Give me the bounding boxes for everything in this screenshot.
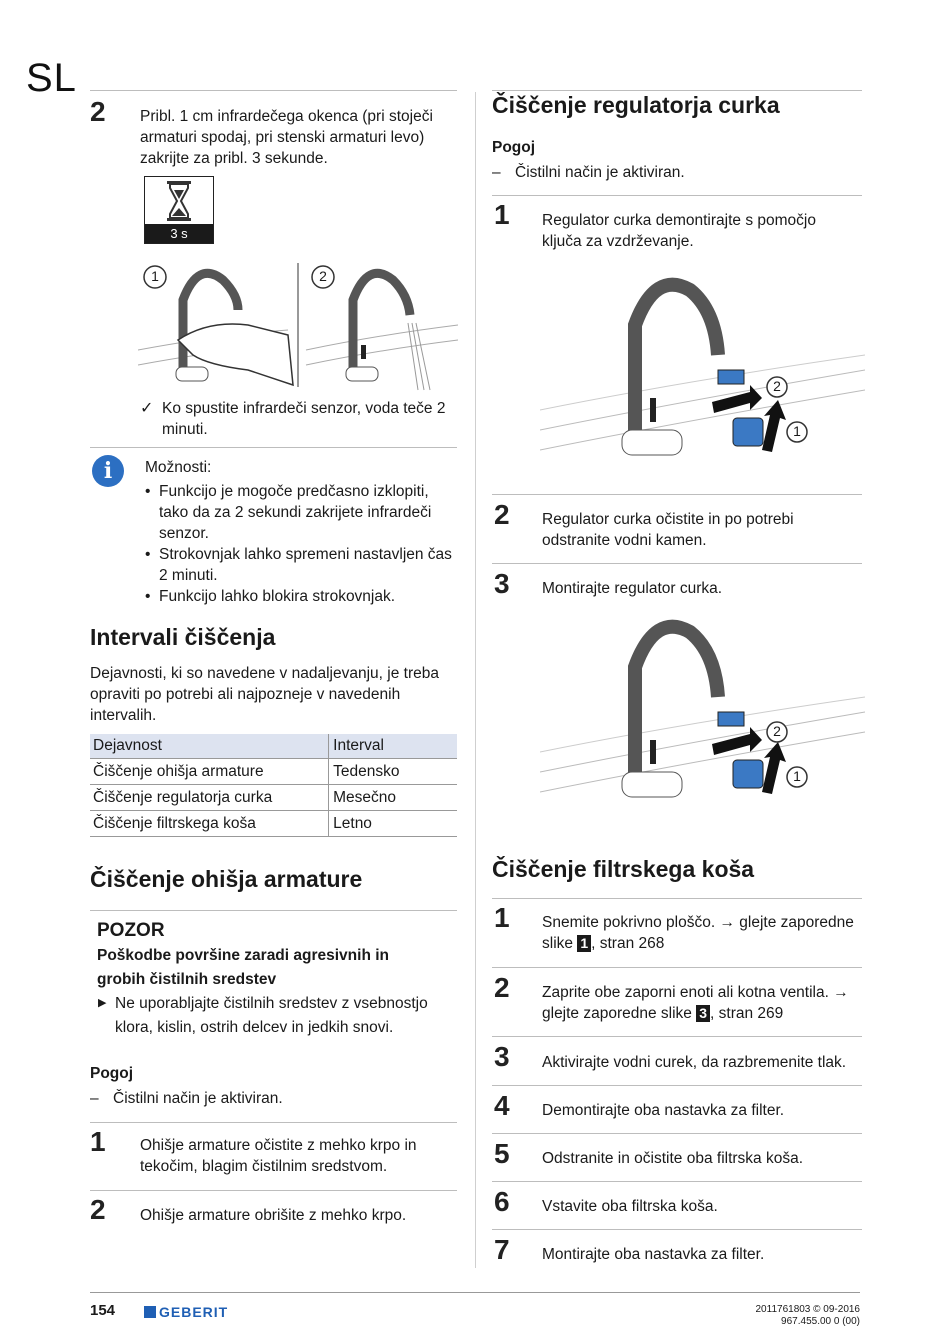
divider (90, 1190, 457, 1191)
divider (492, 195, 862, 196)
figure-ref-badge[interactable]: 3 (696, 1005, 710, 1022)
divider (492, 563, 862, 564)
condition-label: Pogoj (492, 139, 536, 156)
divider (90, 910, 457, 911)
step-number: 1 (494, 199, 510, 230)
brand-logo: GEBERIT (144, 1304, 228, 1320)
step-text: Montirajte regulator curka. (542, 580, 723, 597)
faucet-sensor-illustration (138, 255, 458, 395)
list-item: • Strokovnjak lahko spremeni nastavljen čas 2 minuti. (145, 544, 455, 586)
page-number: 154 (90, 1302, 116, 1319)
step-number: 2 (494, 499, 510, 530)
warning-title: POZOR (97, 920, 165, 941)
table-cell: Čiščenje filtrskega koša (90, 811, 329, 837)
section-heading: Čiščenje regulatorja curka (492, 92, 780, 118)
doc-code: 2011761803 © 09-2016 (755, 1304, 860, 1315)
step-text: Vstavite oba filtrska koša. (542, 1198, 718, 1215)
warning-subtitle: Poškodbe površine zaradi agresivnih in grobih čistilnih sredstev (97, 947, 390, 988)
divider (492, 1133, 862, 1134)
doc-code: 967.455.00 0 (00) (781, 1316, 860, 1327)
list-item: • Funkcijo je mogoče predčasno izklopiti, tako da za 2 sekundi zakrijete infrardeči senzor. (145, 481, 455, 544)
dash-marker: – (492, 164, 501, 181)
callout-1: 1 (151, 268, 159, 284)
callout-2: 2 (773, 723, 781, 739)
step-number: 2 (90, 1194, 106, 1225)
step-number: 6 (494, 1186, 510, 1217)
step-text: Odstranite in očistite oba filtrska koša. (542, 1150, 804, 1167)
table-row (90, 811, 457, 837)
column-header: Dejavnost (90, 734, 329, 759)
table-header-row (90, 734, 457, 759)
list-item: • Funkcijo lahko blokira strokovnjak. (145, 586, 455, 607)
footer-divider (90, 1292, 860, 1293)
section-heading: Čiščenje filtrskega koša (492, 856, 755, 882)
step-text: Zaprite obe zaporni enoti ali kotna ventila. → glejte zaporedne slike 3 , stran 269 (542, 984, 849, 1022)
warning-box (90, 912, 457, 1044)
step-number: 1 (90, 1126, 106, 1157)
triangle-right-icon: ▶ (98, 997, 107, 1009)
step-text: Montirajte oba nastavka za filter. (542, 1246, 765, 1263)
table-row (90, 785, 457, 811)
language-code: SL (26, 56, 77, 100)
divider (492, 967, 862, 968)
step-number: 3 (494, 1041, 510, 1072)
dash-marker: – (90, 1090, 99, 1107)
aerator-mount-illustration (540, 612, 865, 812)
info-title: Možnosti: (145, 459, 212, 476)
condition-label: Pogoj (90, 1065, 134, 1082)
table-cell: Tedensko (329, 759, 457, 785)
step-number: 1 (494, 902, 510, 933)
table-cell: Mesečno (329, 785, 457, 811)
step-number: 7 (494, 1234, 510, 1265)
divider (90, 1122, 457, 1123)
step-text: Demontirajte oba nastavka za filter. (542, 1102, 785, 1119)
step-number: 2 (90, 96, 106, 127)
column-divider (475, 92, 476, 1268)
step-text: Aktivirajte vodni curek, da razbremenite tlak. (542, 1054, 847, 1071)
timer-label: 3 s (145, 224, 213, 243)
condition-text: Čistilni način je aktiviran. (113, 1090, 283, 1107)
divider (90, 447, 457, 448)
step-number: 5 (494, 1138, 510, 1169)
divider (492, 1036, 862, 1037)
step-text: Pribl. 1 cm infrardečega okenca (pri stoječi armaturi spodaj, pri stenski armaturi levo) zakrijte za pribl. 3 sekunde. (140, 108, 433, 167)
condition-text: Čistilni način je aktiviran. (515, 164, 685, 181)
divider (492, 1229, 862, 1230)
divider (492, 898, 862, 899)
divider (492, 494, 862, 495)
step-number: 2 (494, 972, 510, 1003)
info-icon: i (92, 455, 124, 487)
column-header: Interval (329, 734, 457, 759)
warning-item: Ne uporabljajte čistilnih sredstev z vsebnostjo klora, kislin, ostrih delcev in jedkih snovi. (115, 995, 428, 1036)
callout-2: 2 (773, 378, 781, 394)
step-text: Ohišje armature očistite z mehko krpo in tekočim, blagim čistilnim sredstvom. (140, 1137, 417, 1175)
table-cell: Čiščenje regulatorja curka (90, 785, 329, 811)
table-row (90, 759, 457, 785)
step-text: Snemite pokrivno ploščo. → glejte zaporedne slike 1 , stran 268 (542, 914, 854, 952)
table-cell: Letno (329, 811, 457, 837)
result-text: Ko spustite infrardeči senzor, voda teče 2 minuti. (162, 400, 446, 438)
callout-2: 2 (319, 268, 327, 284)
divider (492, 1085, 862, 1086)
logo-square-icon (144, 1306, 156, 1318)
figure-ref-badge[interactable]: 1 (577, 935, 591, 952)
info-list (145, 481, 455, 607)
section-heading: Intervali čiščenja (90, 624, 276, 650)
divider (492, 1181, 862, 1182)
divider (90, 90, 457, 91)
section-heading: Čiščenje ohišja armature (90, 866, 363, 892)
aerator-removal-illustration (540, 270, 865, 470)
step-text: Ohišje armature obrišite z mehko krpo. (140, 1207, 407, 1224)
step-number: 3 (494, 568, 510, 599)
intro-text: Dejavnosti, ki so navedene v nadaljevanju, je treba opraviti po potrebi ali najpozneje v navedenih intervalih. (90, 665, 439, 724)
step-number: 4 (494, 1090, 510, 1121)
callout-1: 1 (793, 768, 801, 784)
step-text: Regulator curka demontirajte s pomočjo ključa za vzdrževanje. (542, 212, 816, 250)
hourglass-timer-icon (144, 176, 214, 244)
divider (492, 90, 862, 91)
callout-1: 1 (793, 423, 801, 439)
table-cell: Čiščenje ohišja armature (90, 759, 329, 785)
interval-table (90, 734, 457, 837)
check-icon: ✓ (140, 400, 154, 417)
step-text: Regulator curka očistite in po potrebi odstranite vodni kamen. (542, 511, 794, 549)
